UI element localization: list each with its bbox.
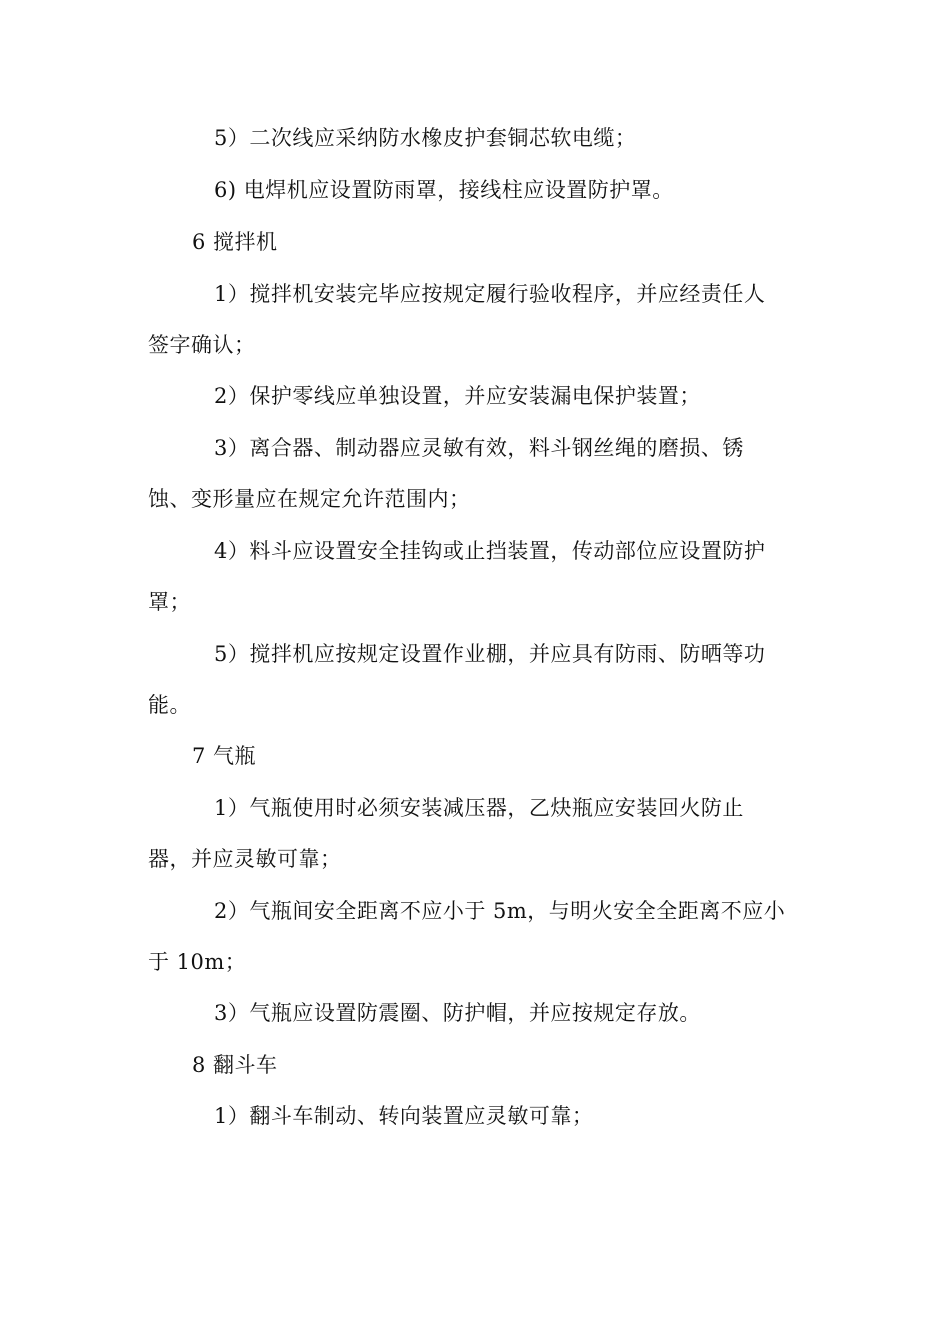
text-line: 2）保护零线应单独设置，并应安装漏电保护装置； [214,384,701,408]
text-line: 蚀、变形量应在规定允许范围内； [148,487,471,511]
text-line: 罩； [148,590,191,614]
text-line: 3）气瓶应设置防震圈、防护帽，并应按规定存放。 [214,1001,701,1025]
text-line: 4）料斗应设置安全挂钩或止挡装置，传动部位应设置防护 [214,539,766,563]
text-line: 1）翻斗车制动、转向装置应灵敏可靠； [214,1104,594,1128]
text-line: 1）搅拌机安装完毕应按规定履行验收程序，并应经责任人 [214,282,766,306]
text-line: 能。 [148,693,191,717]
section-heading: 6 搅拌机 [192,230,278,254]
text-line: 3）离合器、制动器应灵敏有效，料斗钢丝绳的磨损、锈 [214,436,744,460]
text-line: 5）二次线应采纳防水橡皮护套铜芯软电缆； [214,126,637,150]
text-line: 器，并应灵敏可靠； [148,847,342,871]
text-line: 5）搅拌机应按规定设置作业棚，并应具有防雨、防晒等功 [214,642,766,666]
section-heading: 8 翻斗车 [192,1053,278,1077]
text-line: 2）气瓶间安全距离不应小于 5m，与明火安全全距离不应小 [214,899,786,923]
text-line: 1）气瓶使用时必须安装减压器，乙炔瓶应安装回火防止 [214,796,744,820]
text-line: 签字确认； [148,333,256,357]
text-line: 于 10m； [148,950,247,974]
text-line: 6) 电焊机应设置防雨罩，接线柱应设置防护罩。 [214,178,674,202]
section-heading: 7 气瓶 [192,744,257,768]
